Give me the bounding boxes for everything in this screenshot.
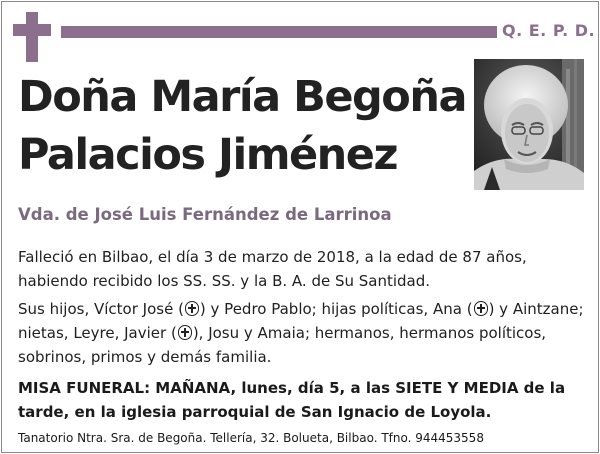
funeral-mass-notice: MISA FUNERAL: MAÑANA, lunes, día 5, a las SIETE Y MEDIA de la tarde, en la iglesia parroquial de San Ignacio de Loyola.	[18, 379, 566, 421]
deceased-cross-icon	[185, 301, 199, 316]
portrait-photo-image	[474, 59, 584, 190]
family-text-1: Sus hijos, Víctor José (	[18, 300, 184, 318]
latin-cross-icon	[13, 12, 51, 62]
funeral-home-info: Tanatorio Ntra. Sra. de Begoña. Tellería, 32. Bolueta, Bilbao. Tfno. 944453558	[18, 431, 484, 445]
header-band	[61, 26, 497, 38]
deceased-cross-icon	[178, 325, 192, 340]
deceased-cross-icon	[474, 301, 488, 316]
portrait-photo	[474, 59, 584, 190]
family-text-2: ) y Pedro Pablo; hijas políticas, Ana (	[199, 300, 473, 318]
family-text-3: ) y Aintzane; nietas, Leyre, Javier (	[18, 300, 584, 342]
name-line-1: Doña María Begoña	[18, 72, 466, 122]
name-line-2: Palacios Jiménez	[18, 130, 397, 180]
death-notice: Falleció en Bilbao, el día 3 de marzo de 2018, a la edad de 87 años, habiendo recibido los SS. SS. y la B. A. de Su Santidad.	[18, 248, 527, 290]
deceased-name	[18, 68, 468, 184]
family-list	[18, 297, 590, 369]
qepd-badge: Q. E. P. D.	[502, 21, 596, 40]
obituary-card	[1, 1, 599, 453]
widow-of-line: Vda. de José Luis Fernández de Larrinoa	[18, 205, 392, 224]
family-text-4: ), Josu y Amaia; hermanos, hermanos políticos, sobrinos, primos y demás familia.	[18, 324, 547, 366]
